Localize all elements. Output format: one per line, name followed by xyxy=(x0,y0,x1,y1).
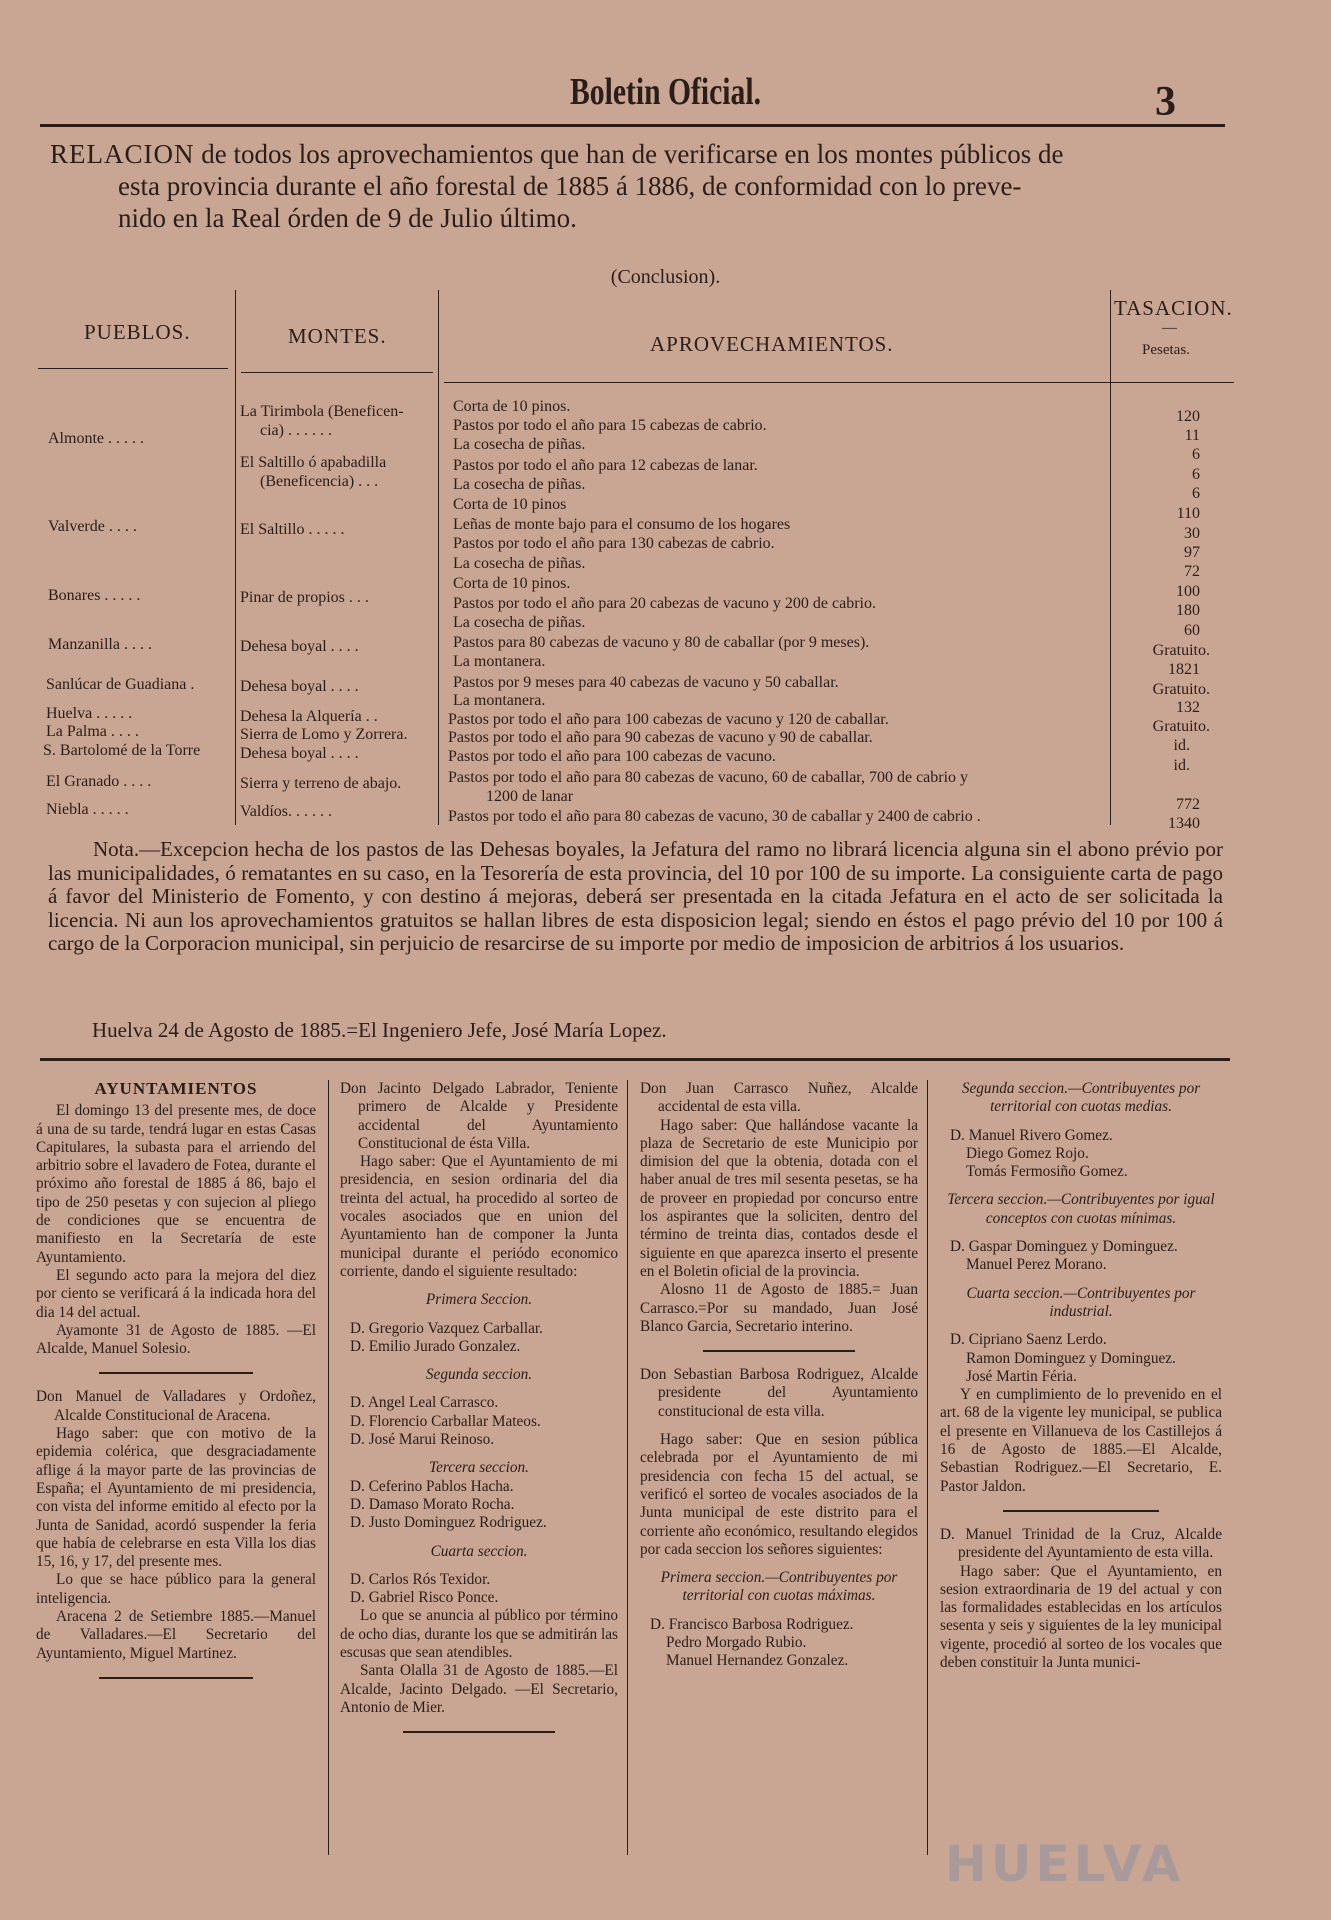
archive-watermark: HUELVA xyxy=(945,1835,1185,1893)
seccion-title: Primera Seccion. xyxy=(425,1291,533,1309)
notice-heading: Don Jacinto Delgado Labrador, Teniente primero de Alcalde y Presidente accidental del Ayuntamiento Constitucional de ésta Villa. xyxy=(340,1080,618,1152)
aprovechamiento: Pastos por todo el año para 100 cabezas de vacuno y 120 de caballar. xyxy=(448,711,889,728)
seccion-title: Segunda seccion. xyxy=(425,1366,533,1384)
column-divider xyxy=(627,1080,628,1855)
signature: Santa Olalla 31 de Agosto de 1885.—El Alcalde, Jacinto Delgado. —El Secretario, Antonio de Mier. xyxy=(340,1662,618,1716)
aprovechamiento: La montanera. xyxy=(453,653,546,670)
nota-signature: Huelva 24 de Agosto de 1885.=El Ingeniero Jefe, José María Lopez. xyxy=(92,1018,667,1042)
column-divider xyxy=(328,1080,329,1855)
th-pesetas: Pesetas. xyxy=(1142,342,1190,358)
tasacion-value: 6 xyxy=(1192,446,1200,463)
name-line: D. Florencio Carballar Mateos. xyxy=(350,1412,541,1430)
notice-heading: Don Sebastian Barbosa Rodriguez, Alcalde presidente del Ayuntamiento constitucional de esta villa. xyxy=(640,1366,918,1420)
tasacion-value: Gratuito. xyxy=(1152,642,1210,659)
monte: Valdíos. . . . . . xyxy=(240,803,332,820)
th-tasacion: TASACION. xyxy=(1114,296,1233,320)
separator-rule xyxy=(703,1350,856,1352)
column-1 xyxy=(36,1080,316,1693)
nota-paragraph xyxy=(48,838,1223,956)
aprovechamiento: Pastos por todo el año para 12 cabezas de lanar. xyxy=(453,457,758,474)
paragraph: Hago saber: Que el Ayuntamiento de mi presidencia, en sesion ordinaria del dia treinta del actual, ha procedido al sorteo de vocales asociados que en union del Ayuntamiento han de componer la Junta municipal durante el periódo economico corriente, dando el siguiente resultado: xyxy=(340,1153,618,1280)
page-number: 3 xyxy=(1155,79,1176,125)
name-line: D. Emilio Jurado Gonzalez. xyxy=(350,1337,521,1355)
aprovechamiento: La cosecha de piñas. xyxy=(453,436,586,453)
col-divider xyxy=(438,290,439,825)
pueblo: Bonares . . . . . xyxy=(48,587,141,604)
name-line: D. José Marui Reinoso. xyxy=(350,1431,495,1449)
header-underline xyxy=(444,382,1234,383)
tasacion-value: 1340 xyxy=(1168,815,1200,832)
aprovechamiento: Pastos por todo el año para 80 cabezas de vacuno, 60 de caballar, 700 de cabrio y xyxy=(448,769,969,786)
tasacion-value: 110 xyxy=(1176,505,1200,522)
aprovechamiento: Pastos por todo el año para 80 cabezas de vacuno, 30 de caballar y 2400 de cabrio . xyxy=(448,808,981,825)
relacion-line-2: esta provincia durante el año forestal de 1885 á 1886, de conformidad con lo preve- xyxy=(118,171,1022,201)
column-3 xyxy=(640,1080,918,1671)
name-line: D. Justo Dominguez Rodriguez. xyxy=(350,1514,547,1532)
paragraph: Hago saber: Que hallándose vacante la plaza de Secretario de este Municipio por dimision del que la obtenia, dotada con el haber anual de tres mil sesenta pesetas, se ha de proveer en propiedad por concurso entre los aspirantes que la soliciten, dentro del término de treinta dias, contados desde el siguiente en que aparezca inserto el presente en el Boletin oficial de la provincia. xyxy=(640,1116,918,1280)
paragraph: Lo que se hace público para la general inteligencia. xyxy=(36,1571,316,1607)
monte: Dehesa boyal . . . . xyxy=(240,745,359,762)
signature: Ayamonte 31 de Agosto de 1885. —El Alcalde, Manuel Solesio. xyxy=(36,1321,316,1358)
paragraph: El domingo 13 del presente mes, de doce á una de su tarde, tendrá lugar en estas Casas Capitulares, la subasta para el arriendo del arbitrio sobre el lavadero de Fotea, durante el próximo año forestal de 1885 á 86, bajo el tipo de 250 pesetas y con sujecion al pliego de condiciones que se encuentra de manifiesto en la Secretaría de este Ayuntamiento. xyxy=(36,1102,316,1266)
name-line: Manuel Hernandez Gonzalez. xyxy=(666,1652,849,1670)
pueblo: El Granado . . . . xyxy=(46,773,152,790)
header-rule xyxy=(40,124,1225,127)
tasacion-value: Gratuito. xyxy=(1152,718,1210,735)
relacion-line-3: nido en la Real órden de 9 de Julio último. xyxy=(118,203,577,233)
tasacion-value: Gratuito. xyxy=(1152,681,1210,698)
seccion-title: Primera seccion.—Contribuyentes por territorial con cuotas máximas. xyxy=(660,1569,898,1605)
section-rule xyxy=(40,1058,1230,1061)
aprovechamiento: Pastos para 80 cabezas de vacuno y 80 de caballar (por 9 meses). xyxy=(453,634,870,651)
notice-heading: D. Manuel Trinidad de la Cruz, Alcalde presidente del Ayuntamiento de esta villa. xyxy=(940,1525,1222,1562)
name-line: Pedro Morgado Rubio. xyxy=(666,1634,807,1652)
paragraph: Hago saber: que con motivo de la epidemia colérica, que desgraciadamente aflige á la mayor parte de las provincias de España; el Ayuntamiento de mi presidencia, con vista del informe emitido al efecto por la Junta de Sanidad, acordó suspender la feria que había de celebrarse en esta Villa los dias 15, 16, y 17, del presente mes. xyxy=(36,1425,316,1571)
monte: Pinar de propios . . . xyxy=(240,589,369,606)
paragraph: Lo que se anuncia al público por término de ocho dias, durante los que se admitirán las escusas que sean atendibles. xyxy=(340,1607,618,1662)
aprovechamiento: Leñas de monte bajo para el consumo de los hogares xyxy=(453,516,791,533)
name-line: D. Angel Leal Carrasco. xyxy=(350,1394,499,1412)
monte: Sierra y terreno de abajo. xyxy=(240,775,402,792)
name-line: D. Gregorio Vazquez Carballar. xyxy=(350,1319,543,1337)
seccion-title: Cuarta seccion. xyxy=(430,1542,528,1560)
paragraph: El segundo acto para la mejora del diez por ciento se verificará á la indicada hora del dia 14 del actual. xyxy=(36,1266,316,1321)
seccion-title: Tercera seccion. xyxy=(429,1459,529,1477)
pueblo: Huelva . . . . . xyxy=(46,705,133,722)
name-line: D. Manuel Rivero Gomez. xyxy=(950,1126,1113,1144)
signature: Aracena 2 de Setiembre 1885.—Manuel de Valladares.—El Secretario del Ayuntamiento, Miguel Martinez. xyxy=(36,1608,316,1662)
signature: Alosno 11 de Agosto de 1885.= Juan Carrasco.=Por su mandado, Juan José Blanco Garcia, Secretario interino. xyxy=(640,1281,918,1335)
tasacion-value: 72 xyxy=(1184,563,1200,580)
tasacion-value: 30 xyxy=(1184,525,1200,542)
monte: El Saltillo . . . . . xyxy=(240,521,345,538)
monte: Dehesa boyal . . . . xyxy=(240,638,359,655)
aprovechamiento: Corta de 10 pinos xyxy=(453,496,567,513)
tasacion-value: 11 xyxy=(1184,427,1200,444)
monte: Dehesa boyal . . . . xyxy=(240,678,359,695)
aprovechamientos-table xyxy=(38,290,1233,830)
monte: (Beneficencia) . . . xyxy=(260,473,379,490)
tasacion-value: id. xyxy=(1173,757,1190,774)
name-line: D. Gabriel Risco Ponce. xyxy=(350,1589,499,1607)
name-line: D. Damaso Morato Rocha. xyxy=(350,1495,515,1513)
aprovechamiento: La cosecha de piñas. xyxy=(453,614,586,631)
separator-rule xyxy=(403,1731,556,1733)
pueblo: Niebla . . . . . xyxy=(46,801,129,818)
separator-rule xyxy=(99,1677,253,1679)
pueblo: Almonte . . . . . xyxy=(48,430,144,447)
seccion-title: Cuarta seccion.—Contribuyentes por industrial. xyxy=(966,1284,1196,1320)
name-line: D. Francisco Barbosa Rodriguez. xyxy=(650,1615,854,1633)
aprovechamiento: Corta de 10 pinos. xyxy=(453,398,571,415)
monte: cia) . . . . . . xyxy=(260,422,332,439)
aprovechamiento: Pastos por todo el año para 130 cabezas de cabrio. xyxy=(453,535,775,552)
seccion-title: Segunda seccion.—Contribuyentes por territorial con cuotas medias. xyxy=(961,1080,1201,1116)
col-divider xyxy=(235,290,236,825)
newspaper-title: Boletin Oficial. xyxy=(569,71,762,113)
tasacion-value: 6 xyxy=(1192,485,1200,502)
monte: Sierra de Lomo y Zorrera. xyxy=(240,726,408,743)
name-line: José Martin Féria. xyxy=(966,1367,1077,1385)
monte: Dehesa la Alquería . . xyxy=(240,708,378,725)
name-line: Tomás Fermosiño Gomez. xyxy=(966,1163,1128,1181)
th-pueblos: PUEBLOS. xyxy=(84,320,191,344)
aprovechamiento: Pastos por todo el año para 100 cabezas de vacuno. xyxy=(448,748,776,765)
pueblo: S. Bartolomé de la Torre xyxy=(43,742,201,759)
aprovechamiento: Pastos por todo el año para 15 cabezas de cabrio. xyxy=(453,417,767,434)
aprovechamiento: Pastos por todo el año para 90 cabezas de vacuno y 90 de caballar. xyxy=(448,729,873,746)
section-heading: AYUNTAMIENTOS xyxy=(94,1079,258,1098)
separator-rule xyxy=(1003,1510,1158,1512)
aprovechamiento: Pastos por 9 meses para 40 cabezas de vacuno y 50 caballar. xyxy=(453,674,839,691)
tasacion-value: 60 xyxy=(1184,622,1200,639)
paragraph: Y en cumplimiento de lo prevenido en el art. 68 de la vigente ley municipal, se publica el presente en Villanueva de los Castillejos á 16 de Agosto de 1885.—El Alcalde, Sebastian Rodriguez.—El Secretario, E. Pastor Jaldon. xyxy=(940,1386,1222,1495)
header-underline xyxy=(38,368,228,369)
relacion-heading xyxy=(50,138,1230,234)
name-line: D. Carlos Rós Texidor. xyxy=(350,1570,491,1588)
monte: La Tirimbola (Beneficen- xyxy=(240,403,404,420)
tasacion-value: 97 xyxy=(1184,544,1200,561)
name-line: D. Cipriano Saenz Lerdo. xyxy=(950,1331,1107,1349)
tasacion-value: 120 xyxy=(1176,408,1200,425)
aprovechamiento: Pastos por todo el año para 20 cabezas de vacuno y 200 de cabrio. xyxy=(453,595,876,612)
pueblo: Valverde . . . . xyxy=(48,518,137,535)
nota-text: Nota.—Excepcion hecha de los pastos de las Dehesas boyales, la Jefatura del ramo no librará licencia alguna sin el abono prévio por las municipalidades, ó rematantes en su caso, en la Tesorería de esta provincia, del 10 por 100 de su importe. La consiguiente carta de pago á favor del Ministerio de Fomento, y con destino á mejoras, deberá ser presentada en la citada Jefatura en el acto de ser solicitada la licencia. Ni aun los aprovechamientos gratuitos se hallan libres de esta disposicion legal; siendo en éstos el pago prévio del 10 por 100 á cargo de la Corporacion municipal, sin perjuicio de resarcirse de su importe por medio de imposicion de arbitrios á los usuarios. xyxy=(48,837,1223,955)
tasacion-value: 772 xyxy=(1176,796,1200,813)
conclusion-label: (Conclusion). xyxy=(610,266,721,288)
tasacion-value: 100 xyxy=(1176,583,1200,600)
name-line: Diego Gomez Rojo. xyxy=(966,1144,1089,1162)
name-line: D. Gaspar Dominguez y Dominguez. xyxy=(950,1238,1178,1256)
paragraph: Hago saber: Que el Ayuntamiento, en sesion extraordinaria de 19 del actual y con las formalidades establecidas en los artículos sesenta y seis y siguientes de la ley municipal vigente, procedió al sorteo de los vocales que deben constituir la Junta munici- xyxy=(940,1562,1222,1672)
aprovechamiento: La montanera. xyxy=(453,692,546,709)
separator-rule xyxy=(99,1372,253,1374)
notice-heading: Don Juan Carrasco Nuñez, Alcalde accidental de esta villa. xyxy=(640,1080,918,1116)
header-underline xyxy=(241,372,433,373)
pueblo: Manzanilla . . . . xyxy=(48,636,152,653)
pueblo: Sanlúcar de Guadiana . xyxy=(46,676,195,693)
monte: El Saltillo ó apabadilla xyxy=(240,454,387,471)
aprovechamiento: La cosecha de piñas. xyxy=(453,555,586,572)
tasacion-value: id. xyxy=(1173,737,1190,754)
th-aprovechamientos: APROVECHAMIENTOS. xyxy=(650,332,894,356)
name-line: Manuel Perez Morano. xyxy=(966,1256,1107,1274)
aprovechamiento: La cosecha de piñas. xyxy=(453,476,586,493)
tasacion-value: 6 xyxy=(1192,466,1200,483)
relacion-lead: RELACION xyxy=(50,139,195,169)
aprovechamiento: Corta de 10 pinos. xyxy=(453,575,571,592)
pueblo: La Palma . . . . xyxy=(46,723,139,740)
column-2 xyxy=(340,1080,618,1747)
tasacion-value: 180 xyxy=(1176,602,1200,619)
name-line: Ramon Dominguez y Dominguez. xyxy=(966,1349,1176,1367)
th-montes: MONTES. xyxy=(288,324,387,348)
column-4 xyxy=(940,1080,1222,1672)
name-line: D. Ceferino Pablos Hacha. xyxy=(350,1477,514,1495)
column-divider xyxy=(927,1080,928,1855)
seccion-title: Tercera seccion.—Contribuyentes por igual conceptos con cuotas mínimas. xyxy=(947,1191,1215,1227)
th-dash: — xyxy=(1162,320,1177,336)
paragraph: Hago saber: Que en sesion pública celebrada por el Ayuntamiento de mi presidencia con fecha 15 del actual, se verificó el sorteo de vocales asociados de la Junta municipal de este distrito para el corriente año económico, resultando elegidos por cada seccion los señores siguientes: xyxy=(640,1431,918,1558)
aprovechamiento: 1200 de lanar xyxy=(486,788,574,805)
notice-heading: Don Manuel de Valladares y Ordoñez, Alcalde Constitucional de Aracena. xyxy=(36,1388,316,1424)
relacion-line-1: de todos los aprovechamientos que han de verificarse en los montes públicos de xyxy=(194,139,1064,169)
tasacion-value: 132 xyxy=(1176,699,1200,716)
tasacion-value: 1821 xyxy=(1168,661,1200,678)
